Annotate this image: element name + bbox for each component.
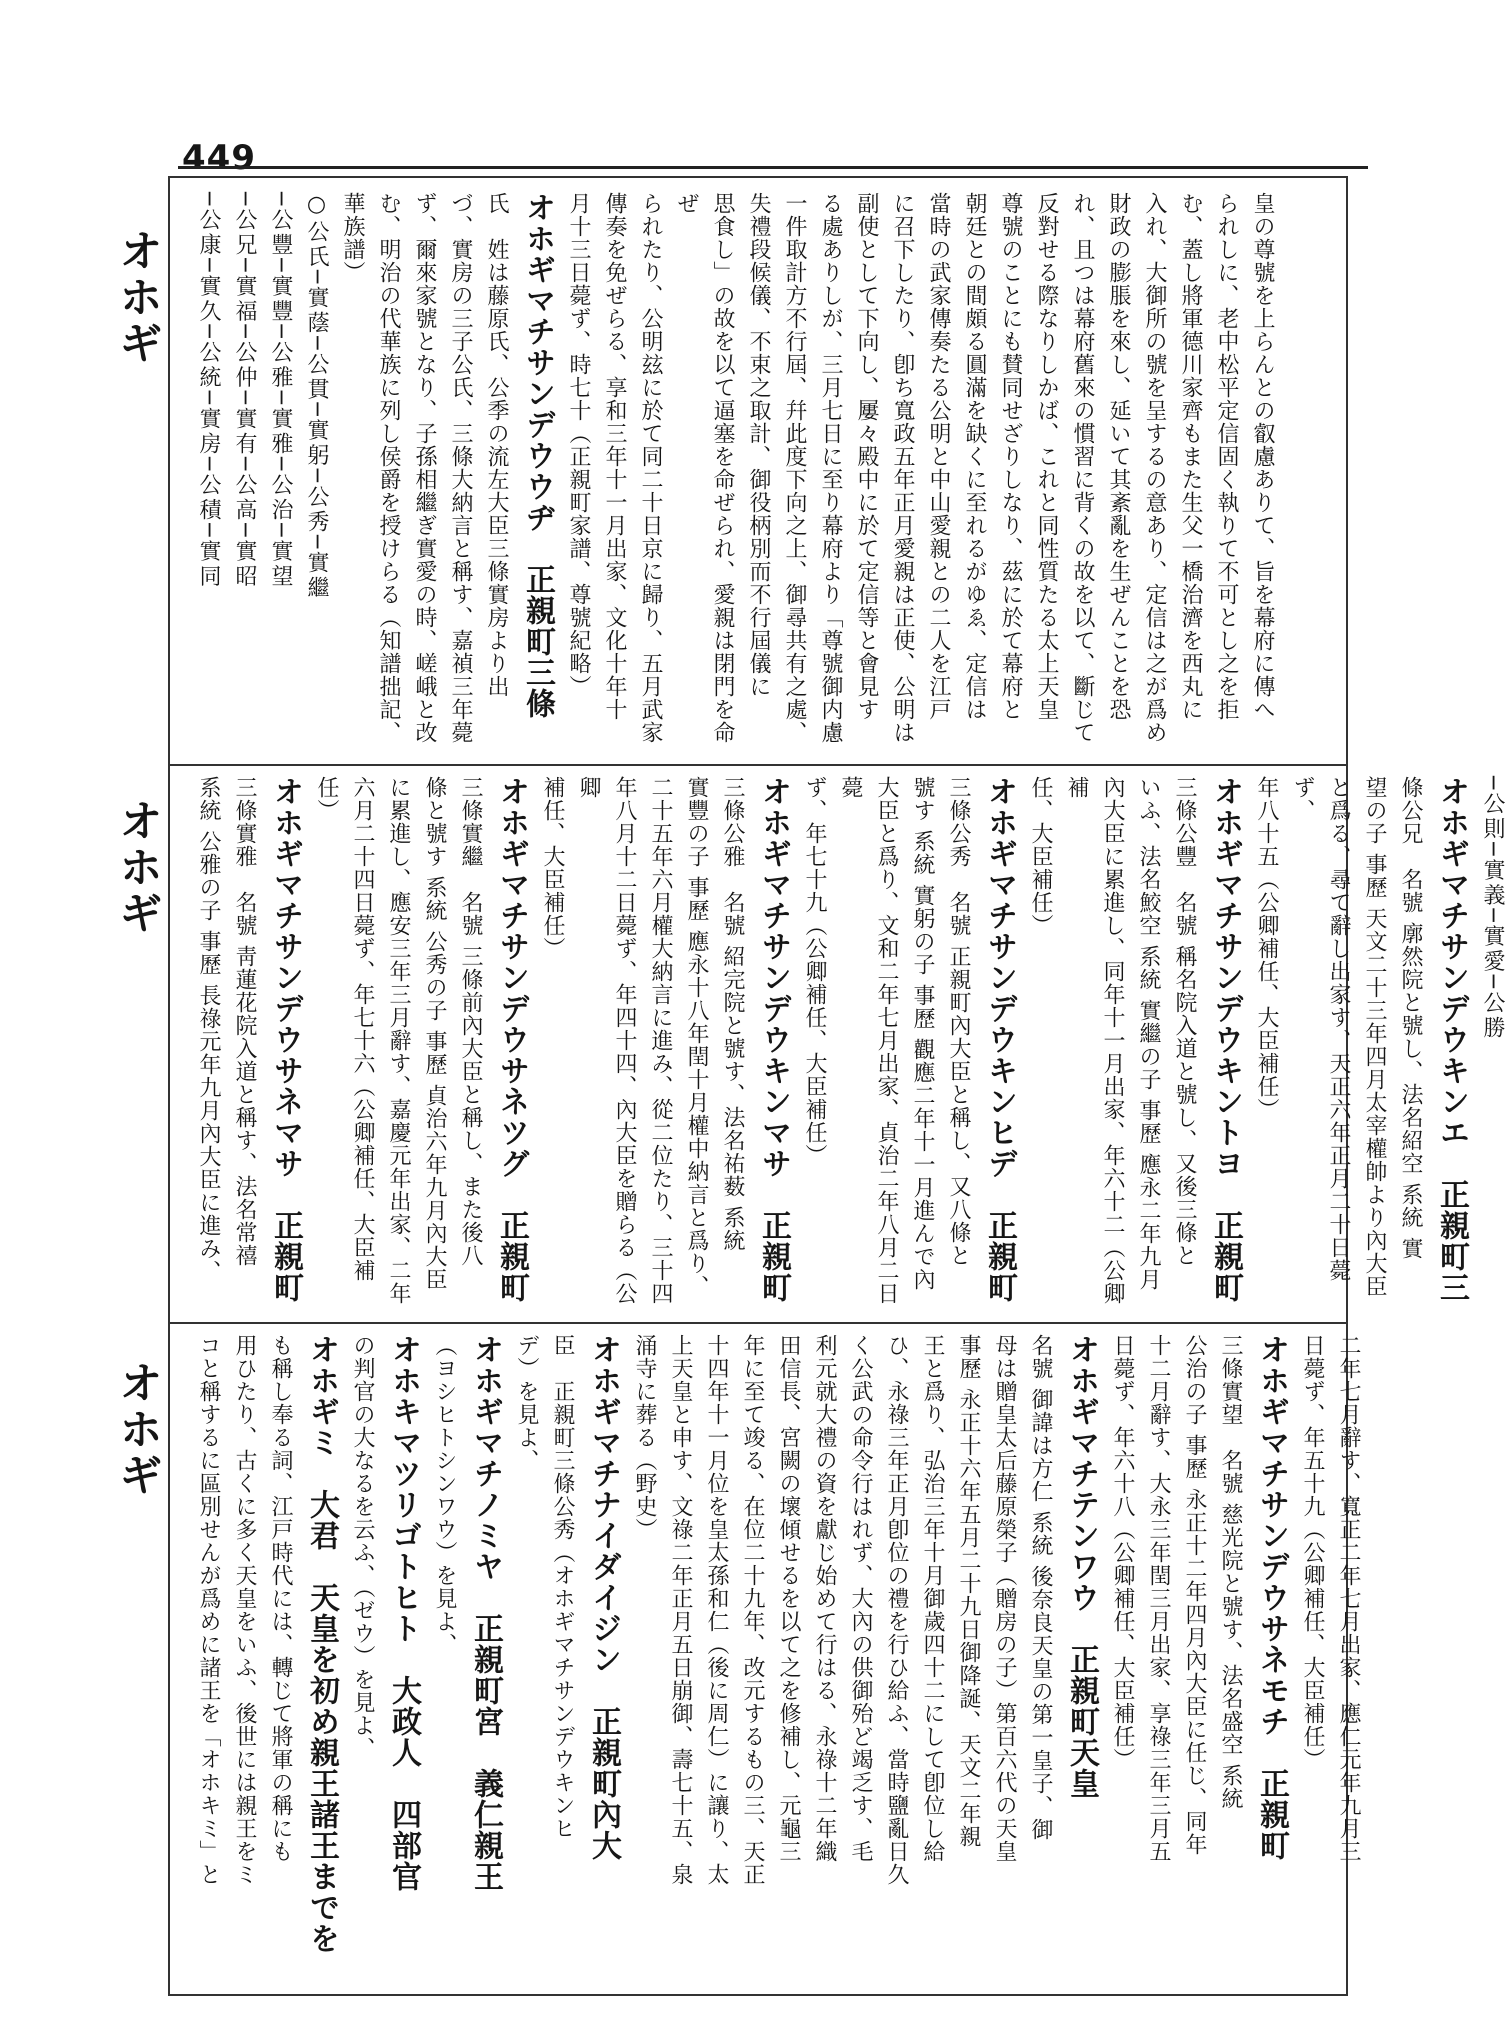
text-line: 三條實雅 名號 靑蓮花院入道と稱す、法名常禧 <box>232 776 257 1267</box>
section-divider-1 <box>168 764 1348 766</box>
text-line: いふ、法名鮫空 系統 實繼の子 事歷 應永二年九月 <box>1136 776 1161 1291</box>
text-line: ○公氏─實蔭─公貫─實躬─公秀─實繼 <box>304 192 329 602</box>
text-line: 系統 公雅の子 事歷 長祿元年九月內大臣に進み、 <box>196 776 221 1283</box>
text-line: 三條公秀 名號 正親町內大臣と稱し、又八條と <box>946 776 971 1267</box>
text-line: 實豐の子 事歷 應永十八年閏十月權中納言と爲り、 <box>684 776 709 1298</box>
text-line: られたり、公明玆に於て同二十日京に歸り、五月武家 <box>638 192 663 744</box>
text-line: 一件取計方不行屆、幷此度下向之上、御尋共有之處、 <box>782 192 807 744</box>
index-guide-bottom: オホギ <box>111 1360 162 1498</box>
text-line: （ヨシヒトシンワウ）を見よ、 <box>432 1334 457 1656</box>
index-guide-middle: オホギ <box>111 798 162 936</box>
text-line: く公武の命令行はれず、大內の供御殆ど竭乏す、毛 <box>848 1334 873 1863</box>
text-line: 氏 姓は藤原氏、公季の流左大臣三條實房より出 <box>484 192 509 698</box>
text-line: 王と爲り、弘治三年十月御歲四十二にして卽位し給 <box>920 1334 945 1863</box>
section-top-text <box>190 192 1280 752</box>
text-line: ─公兄─實福─公仲─實有─公高─實昭 <box>232 192 257 590</box>
text-line: 失禮段候儀、不束之取計、御役柄別而不行屆儀に <box>746 192 771 698</box>
text-line: と爲る、尋て辭し出家す、天正六年正月二十日薨ず、 <box>1290 776 1351 1282</box>
text-line: 日薨ず、年五十九（公卿補任、大臣補任） <box>1300 1334 1325 1771</box>
text-line: 臣 正親町三條公秀（オホギマチサンデウキンヒ <box>550 1334 575 1840</box>
text-line: 三條公豐 名號 稱名院入道と號し、又後三條と <box>1172 776 1197 1267</box>
text-line: ─公則─實義─實愛─公勝 <box>1480 776 1505 1041</box>
text-line: 皇の尊號を上らんとの叡慮ありて、旨を幕府に傳へ <box>1250 192 1275 721</box>
text-line: 補任、大臣補任） <box>540 776 565 960</box>
text-line: 月十三日薨ず、時七十（正親町家譜、尊號紀略） <box>566 192 591 698</box>
entry-headword: オホギマチサンデウサネモチ 正親町 <box>1254 1334 1289 1861</box>
section-divider-2 <box>168 1322 1348 1324</box>
text-line: 大臣と爲り、文和二年七月出家、貞治二年八月二日薨 <box>838 776 899 1305</box>
text-line: 望の子 事歷 天文二十三年四月太宰權帥より內大臣 <box>1362 776 1387 1298</box>
text-line: 事歷 永正十六年五月二十九日御降誕、天文二年親 <box>956 1334 981 1848</box>
entry-headword: オホギマチテンワウ 正親町天皇 <box>1064 1334 1099 1799</box>
text-line: 三條公雅 名號 紹完院と號す、法名祐薮 系統 <box>720 776 745 1252</box>
section-bottom-text <box>190 1334 1366 1984</box>
text-line: 利元就大禮の資を獻じ始めて行はる、永祿十二年織 <box>812 1334 837 1863</box>
text-line: 用ひたり、古くに多く天皇をいふ、後世には親王をミ <box>232 1334 257 1886</box>
text-line: ず、年七十九（公卿補任、大臣補任） <box>802 776 827 1167</box>
text-line: 思食し」の故を以て逼塞を命ぜられ、愛親は閉門を命ぜ <box>674 192 735 744</box>
text-line: 條公兄 名號 廓然院と號し、法名紹空 系統 實 <box>1398 776 1423 1260</box>
text-line: 反對せる際なりしかば、これと同性質たる太上天皇 <box>1034 192 1059 721</box>
text-line: 財政の膨脹を來し、延いて其紊亂を生ぜんことを恐 <box>1106 192 1131 721</box>
text-line: 年に至て竣る、在位二十九年、改元するもの三、天正 <box>740 1334 765 1886</box>
text-line: 六月二十四日薨ず、年七十六（公卿補任、大臣補任） <box>314 776 375 1282</box>
text-line: ─公豐─實豐─公雅─實雅─公治─實望 <box>268 192 293 590</box>
text-line: 三條實繼 名號 三條前內大臣と稱し、また後八 <box>458 776 483 1267</box>
text-line: 當時の武家傳奏たる公明と中山愛親との二人を江戸 <box>926 192 951 721</box>
section-bottom <box>190 1334 1361 1984</box>
entry-headword: オホキマツリゴトヒト 大政人 四部官 <box>386 1334 421 1892</box>
text-line: 日薨ず、年六十八（公卿補任、大臣補任） <box>1110 1334 1135 1771</box>
text-line: 傳奏を免ぜらる、享和三年十一月出家、文化十年十 <box>602 192 627 721</box>
text-line: ─公康─實久─公統─實房─公積─實同 <box>196 192 221 590</box>
section-top <box>190 192 1332 752</box>
entry-headword: オホギマチサンデウキントヨ 正親町 <box>1208 776 1243 1303</box>
text-line: る處ありしが、三月七日に至り幕府より「尊號御内慮 <box>818 192 843 744</box>
section-middle <box>190 776 1505 1310</box>
text-line: られしに、老中松平定信固く執りて不可とし之を拒 <box>1214 192 1239 721</box>
text-line: デ）を見よ、 <box>514 1334 539 1472</box>
entry-headword: オホギマチサンデウキンマサ 正親町 <box>756 776 791 1303</box>
entry-headword: オホギマチサンデウキンエ 正親町三 <box>1434 776 1469 1303</box>
text-line: 二十五年六月權大納言に進み、從二位たり、三十四 <box>648 776 673 1305</box>
entry-headword: オホギマチノミヤ 正親町宮 義仁親王 <box>468 1334 503 1892</box>
text-line: 年八十五（公卿補任、大臣補任） <box>1254 776 1279 1121</box>
text-line: む、蓋し將軍德川家齊もまた生父一橋治濟を西丸に <box>1178 192 1203 721</box>
text-line: 條と號す 系統 公秀の子 事歷 貞治六年九月內大臣 <box>422 776 447 1291</box>
text-line: 母は贈皇太后藤原榮子（贈房の子）第百六代の天皇 <box>992 1334 1017 1863</box>
text-line: 朝廷との間頗る圓滿を缺くに至れるがゆゑ、定信は <box>962 192 987 721</box>
text-line: れ、且つは幕府舊來の慣習に背くの故を以て、斷じて <box>1070 192 1095 744</box>
text-line: に召下したり、卽ち寬政五年正月愛親は正使、公明は <box>890 192 915 744</box>
entry-headword: オホギマチナイダイジン 正親町內大 <box>586 1334 621 1861</box>
text-line: 十四年十一月位を皇太孫和仁（後に周仁）に讓り、太 <box>704 1334 729 1886</box>
text-line: 副使として下向し、屢々殿中に於て定信等と會見す <box>854 192 879 721</box>
text-line: に累進し、應安三年三月辭す、嘉慶元年出家、二年 <box>386 776 411 1305</box>
text-line: 三條實望 名號 慈光院と號す、法名盛空 系統 <box>1218 1334 1243 1810</box>
text-line: 華族譜） <box>340 192 365 284</box>
text-line: 號す 系統 實躬の子 事歷 觀應二年十一月進んで內 <box>910 776 935 1291</box>
text-line: 入れ、大御所の號を呈するの意あり、定信は之が爲め <box>1142 192 1167 744</box>
text-line: も稱し奉る詞、江戸時代には、轉じて將軍の稱にも <box>268 1334 293 1863</box>
text-line: 名號 御諱は方仁 系統 後奈良天皇の第一皇子、御 <box>1028 1334 1053 1841</box>
text-line: 二年七月辭す、寬正二年七月出家、應仁元年九月三 <box>1336 1334 1361 1863</box>
page-number: 449 <box>182 138 256 178</box>
text-line: 田信長、宮闕の壞傾せるを以て之を修補し、元龜三 <box>776 1334 801 1863</box>
text-line: 年八月十二日薨ず、年四十四、內大臣を贈らる（公卿 <box>576 776 637 1305</box>
text-line: の判官の大なるを云ふ、（ゼウ）を見よ、 <box>350 1334 375 1760</box>
text-line: 十二月辭す、大永三年閏三月出家、享祿三年三月五 <box>1146 1334 1171 1863</box>
text-line: ひ、永祿三年正月卽位の禮を行ひ給ふ、當時鹽亂日久 <box>884 1334 909 1886</box>
text-line: 內大臣に累進し、同年十一月出家、年六十二（公卿補 <box>1064 776 1125 1305</box>
text-line: ず、爾來家號となり、子孫相繼ぎ實愛の時、嵯峨と改 <box>412 192 437 744</box>
entry-headword: オホギミ 大君 天皇を初め親王諸王までを <box>304 1334 339 1954</box>
text-line: 公治の子 事歷 永正十二年四月內大臣に任じ、同年 <box>1182 1334 1207 1856</box>
entry-headword: オホギマチサンデウウヂ 正親町三條 <box>520 192 555 719</box>
text-line: コと稱するに區別せんが爲めに諸王を「オホキミ」と <box>196 1334 221 1886</box>
entry-headword: オホギマチサンデウサネツグ 正親町 <box>494 776 529 1303</box>
header-rule <box>178 166 1368 169</box>
text-line: 涌寺に葬る（野史） <box>632 1334 657 1541</box>
index-guide-top: オホギ <box>111 228 162 366</box>
text-line: 上天皇と申す、文祿二年正月五日崩御、壽七十五、泉 <box>668 1334 693 1886</box>
entry-headword: オホギマチサンデウサネマサ 正親町 <box>268 776 303 1303</box>
text-line: 尊號のことにも賛同せざりしなり、茲に於て幕府と <box>998 192 1023 721</box>
text-line: 任、大臣補任） <box>1028 776 1053 937</box>
section-middle-text <box>190 776 1510 1310</box>
text-line: づ、實房の三子公氏、三條大納言と稱す、嘉禎三年薨 <box>448 192 473 744</box>
entry-headword: オホギマチサンデウキンヒデ 正親町 <box>982 776 1017 1303</box>
text-line: む、明治の代華族に列し侯爵を授けらる（知譜拙記、 <box>376 192 401 744</box>
